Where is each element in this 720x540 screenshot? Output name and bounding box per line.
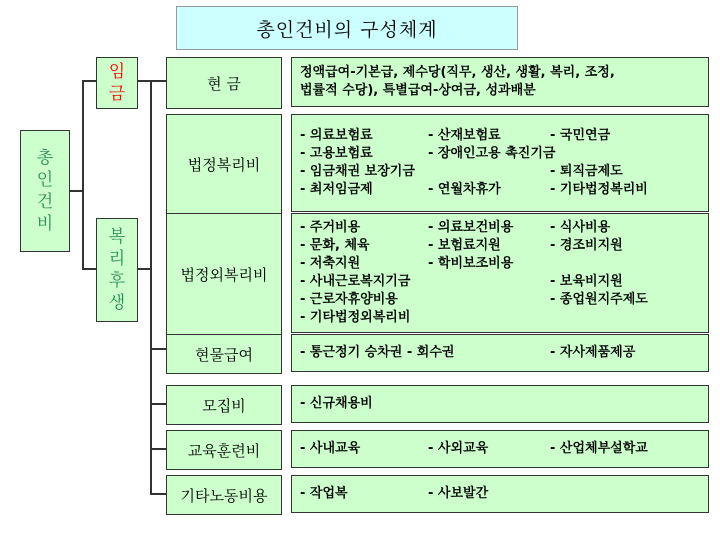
- content-entry: - 사내교육: [300, 441, 361, 456]
- content-entry: 법률적 수당), 특별급여-상여금, 성과배분: [300, 83, 536, 98]
- cost-item-content: [291, 475, 709, 513]
- connector-line: [150, 348, 166, 350]
- content-entry: - 국민연금: [550, 128, 611, 143]
- cost-item-content: [291, 430, 709, 468]
- root-char: 비: [36, 214, 54, 234]
- welfare-char: 리: [108, 249, 126, 269]
- content-row: [300, 163, 700, 181]
- content-entry: - 장애인고용 촉진기금: [428, 146, 556, 161]
- connector-line: [82, 80, 96, 82]
- content-row: [300, 344, 700, 362]
- content-row: [300, 181, 700, 199]
- connector-line: [150, 448, 166, 450]
- content-entry: - 사내근로복지기금: [300, 274, 411, 289]
- content-entry: - 통근정기 승차권 - 회수권: [300, 345, 455, 360]
- cost-item-content: [291, 385, 709, 423]
- content-entry: - 사보발간: [428, 486, 489, 501]
- cost-item-label: 법정외복리비: [166, 213, 282, 335]
- content-entry: - 자사제품제공: [550, 345, 636, 360]
- content-entry: - 의료보건비용: [428, 220, 514, 235]
- connector-line: [150, 403, 166, 405]
- connector-line: [82, 80, 84, 270]
- cost-item-content: [291, 334, 709, 372]
- content-row: [300, 145, 700, 163]
- welfare-box: [96, 218, 138, 322]
- content-entry: - 경조비지원: [550, 238, 623, 253]
- cost-item-label: 현물급여: [166, 334, 282, 374]
- content-row: [300, 440, 700, 458]
- cost-item-label: 현 금: [166, 57, 282, 109]
- content-entry: - 연월차휴가: [428, 182, 501, 197]
- content-entry: - 산재보험료: [428, 128, 501, 143]
- content-row: [300, 273, 700, 291]
- wage-box: [96, 57, 138, 109]
- content-entry: - 식사비용: [550, 220, 611, 235]
- root-char: 총: [36, 148, 54, 168]
- content-entry: - 퇴직금제도: [550, 164, 623, 179]
- content-entry: - 신규채용비: [300, 396, 373, 411]
- cost-item-label: 법정복리비: [166, 114, 282, 214]
- cost-item-label: 모집비: [166, 385, 282, 425]
- content-entry: - 고용보험료: [300, 146, 373, 161]
- content-row: [300, 64, 700, 82]
- content-entry: - 저축지원: [300, 256, 361, 271]
- content-entry: - 기타법정외복리비: [300, 310, 411, 325]
- content-entry: - 산업체부설학교: [550, 441, 648, 456]
- diagram-title: 총인건비의 구성체계: [176, 6, 518, 50]
- connector-line: [82, 268, 96, 270]
- cost-item-content: [291, 57, 709, 107]
- root-char: 인: [36, 170, 54, 190]
- content-entry: - 의료보험료: [300, 128, 373, 143]
- content-entry: - 근로자휴양비용: [300, 292, 398, 307]
- connector-line: [136, 268, 150, 270]
- root-char: 건: [36, 192, 54, 212]
- content-row: [300, 237, 700, 255]
- cost-item-content: [291, 213, 709, 333]
- connector-line: [68, 190, 84, 192]
- welfare-char: 후: [108, 271, 126, 291]
- content-entry: - 종업원지주제도: [550, 292, 648, 307]
- connector-line: [150, 80, 152, 495]
- content-entry: - 작업복: [300, 486, 348, 501]
- connector-line: [150, 493, 166, 495]
- content-row: [300, 309, 700, 327]
- wage-char: 금: [108, 84, 126, 104]
- wage-char: 임: [108, 62, 126, 82]
- content-entry: - 보육비지원: [550, 274, 623, 289]
- content-entry: - 사외교육: [428, 441, 489, 456]
- cost-item-label: 기타노동비용: [166, 475, 282, 515]
- content-entry: - 기타법정복리비: [550, 182, 648, 197]
- content-entry: - 주거비용: [300, 220, 361, 235]
- content-row: [300, 291, 700, 309]
- content-row: [300, 127, 700, 145]
- content-row: [300, 82, 700, 100]
- welfare-char: 복: [108, 227, 126, 247]
- total-labor-cost-box: [20, 130, 70, 252]
- content-entry: - 문화, 체육: [300, 238, 370, 253]
- content-entry: - 학비보조비용: [428, 256, 514, 271]
- content-entry: - 최저임금제: [300, 182, 373, 197]
- content-entry: - 임금채권 보장기금: [300, 164, 415, 179]
- content-entry: 정액급여-기본급, 제수당(직무, 생산, 생활, 복리, 조정,: [300, 65, 615, 80]
- cost-item-content: [291, 114, 709, 212]
- content-entry: - 보험료지원: [428, 238, 501, 253]
- content-row: [300, 219, 700, 237]
- welfare-char: 생: [108, 293, 126, 313]
- cost-item-label: 교육훈련비: [166, 430, 282, 470]
- content-row: [300, 395, 700, 413]
- content-row: [300, 255, 700, 273]
- content-row: [300, 485, 700, 503]
